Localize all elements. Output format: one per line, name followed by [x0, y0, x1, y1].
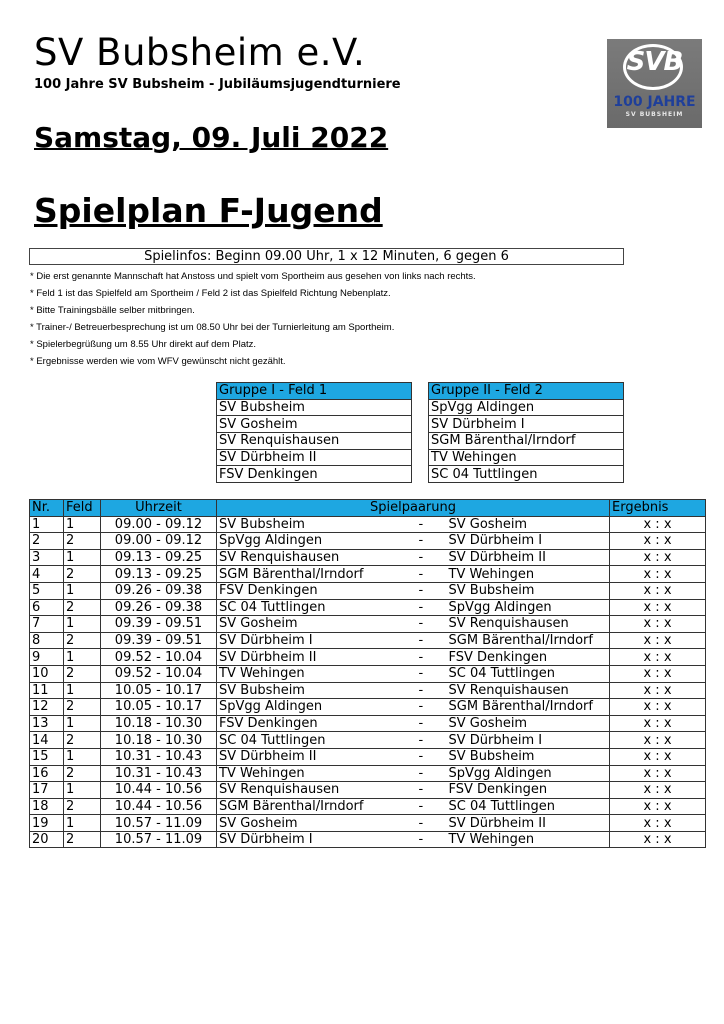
- match-nr: 4: [30, 566, 64, 583]
- match-field: 1: [64, 682, 101, 699]
- table-row: [30, 732, 706, 749]
- group-table-1: [216, 382, 412, 483]
- match-result: x : x: [610, 831, 706, 848]
- table-row: [30, 831, 706, 848]
- match-result: x : x: [610, 732, 706, 749]
- away-team: SV Renquishausen: [448, 682, 569, 698]
- match-result: x : x: [610, 616, 706, 633]
- away-cell: [417, 632, 610, 649]
- note-item: * Trainer-/ Betreuerbesprechung ist um 08.50 Uhr bei der Turnierleitung am Sportheim.: [30, 322, 395, 333]
- match-nr: 9: [30, 649, 64, 666]
- match-time: 10.44 - 10.56: [101, 798, 217, 815]
- match-separator: -: [418, 583, 424, 599]
- table-row: [30, 682, 706, 699]
- match-time: 10.18 - 10.30: [101, 715, 217, 732]
- note-item: * Feld 1 ist das Spielfeld am Sportheim / Feld 2 ist das Spielfeld Richtung Nebenplatz.: [30, 288, 391, 299]
- match-separator: -: [418, 732, 424, 748]
- away-cell: [417, 765, 610, 782]
- match-time: 09.13 - 09.25: [101, 549, 217, 566]
- match-nr: 2: [30, 533, 64, 550]
- match-field: 2: [64, 533, 101, 550]
- col-header-spielpaarung: Spielpaarung: [217, 500, 610, 517]
- match-time: 09.39 - 09.51: [101, 632, 217, 649]
- note-item: * Bitte Trainingsbälle selber mitbringen.: [30, 305, 195, 316]
- away-team: FSV Denkingen: [448, 649, 548, 665]
- table-row: [30, 815, 706, 832]
- home-team: FSV Denkingen: [217, 715, 417, 732]
- match-time: 09.39 - 09.51: [101, 616, 217, 633]
- group-team: SGM Bärenthal/Irndorf: [429, 433, 624, 450]
- match-time: 09.52 - 10.04: [101, 665, 217, 682]
- match-time: 10.57 - 11.09: [101, 815, 217, 832]
- match-time: 10.31 - 10.43: [101, 748, 217, 765]
- match-time: 09.13 - 09.25: [101, 566, 217, 583]
- match-nr: 15: [30, 748, 64, 765]
- match-field: 1: [64, 516, 101, 533]
- group-title: Gruppe I - Feld 1: [217, 383, 412, 400]
- match-nr: 12: [30, 699, 64, 716]
- match-field: 1: [64, 748, 101, 765]
- table-row: [30, 516, 706, 533]
- match-separator: -: [418, 616, 424, 632]
- table-row: [30, 798, 706, 815]
- away-cell: [417, 831, 610, 848]
- match-separator: -: [418, 666, 424, 682]
- match-field: 2: [64, 831, 101, 848]
- event-date: Samstag, 09. Juli 2022: [34, 121, 389, 154]
- away-team: SpVgg Aldingen: [448, 599, 552, 615]
- match-separator: -: [418, 566, 424, 582]
- match-time: 09.26 - 09.38: [101, 599, 217, 616]
- match-separator: -: [418, 798, 424, 814]
- match-separator: -: [418, 682, 424, 698]
- match-separator: -: [418, 749, 424, 765]
- away-cell: [417, 566, 610, 583]
- match-nr: 10: [30, 665, 64, 682]
- match-field: 1: [64, 582, 101, 599]
- match-time: 10.44 - 10.56: [101, 782, 217, 799]
- match-result: x : x: [610, 582, 706, 599]
- table-row: [30, 699, 706, 716]
- home-team: TV Wehingen: [217, 765, 417, 782]
- away-team: FSV Denkingen: [448, 782, 548, 798]
- match-result: x : x: [610, 798, 706, 815]
- match-separator: -: [418, 815, 424, 831]
- group-team: SV Bubsheim: [217, 399, 412, 416]
- match-field: 2: [64, 798, 101, 815]
- match-result: x : x: [610, 748, 706, 765]
- col-header-ergebnis: Ergebnis: [610, 500, 706, 517]
- home-team: SV Renquishausen: [217, 782, 417, 799]
- group-team: SV Renquishausen: [217, 433, 412, 450]
- match-nr: 20: [30, 831, 64, 848]
- match-nr: 13: [30, 715, 64, 732]
- col-header-uhrzeit: Uhrzeit: [101, 500, 217, 517]
- match-result: x : x: [610, 682, 706, 699]
- home-team: SV Dürbheim II: [217, 649, 417, 666]
- table-row: [30, 782, 706, 799]
- away-team: SV Dürbheim II: [448, 550, 546, 566]
- match-result: x : x: [610, 549, 706, 566]
- match-field: 2: [64, 632, 101, 649]
- match-separator: -: [418, 832, 424, 848]
- away-cell: [417, 516, 610, 533]
- match-result: x : x: [610, 699, 706, 716]
- away-team: SC 04 Tuttlingen: [448, 666, 555, 682]
- match-nr: 3: [30, 549, 64, 566]
- away-team: SGM Bärenthal/Irndorf: [448, 633, 593, 649]
- match-separator: -: [418, 716, 424, 732]
- match-nr: 18: [30, 798, 64, 815]
- away-cell: [417, 649, 610, 666]
- away-cell: [417, 599, 610, 616]
- match-nr: 11: [30, 682, 64, 699]
- match-field: 2: [64, 699, 101, 716]
- note-item: * Die erst genannte Mannschaft hat Anstoss und spielt vom Sportheim aus gesehen von links nach rechts.: [30, 271, 476, 282]
- table-row: [30, 665, 706, 682]
- group-team: SV Gosheim: [217, 416, 412, 433]
- away-team: SV Dürbheim II: [448, 815, 546, 831]
- match-nr: 14: [30, 732, 64, 749]
- away-cell: [417, 549, 610, 566]
- match-separator: -: [418, 649, 424, 665]
- subtitle: 100 Jahre SV Bubsheim - Jubiläumsjugendturniere: [34, 77, 401, 92]
- table-row: [30, 549, 706, 566]
- table-row: [30, 582, 706, 599]
- table-row: [30, 616, 706, 633]
- group-team: SC 04 Tuttlingen: [429, 466, 624, 483]
- group-title: Gruppe II - Feld 2: [429, 383, 624, 400]
- match-nr: 5: [30, 582, 64, 599]
- home-team: SGM Bärenthal/Irndorf: [217, 798, 417, 815]
- away-cell: [417, 798, 610, 815]
- away-team: SV Gosheim: [448, 716, 528, 732]
- home-team: FSV Denkingen: [217, 582, 417, 599]
- match-nr: 19: [30, 815, 64, 832]
- match-separator: -: [418, 782, 424, 798]
- home-team: SV Dürbheim II: [217, 748, 417, 765]
- match-nr: 6: [30, 599, 64, 616]
- club-title: SV Bubsheim e.V.: [34, 31, 366, 74]
- match-time: 09.00 - 09.12: [101, 516, 217, 533]
- match-field: 1: [64, 715, 101, 732]
- schedule-header-row: [30, 500, 706, 517]
- away-cell: [417, 533, 610, 550]
- match-separator: -: [418, 765, 424, 781]
- match-separator: -: [418, 599, 424, 615]
- match-field: 2: [64, 665, 101, 682]
- away-cell: [417, 582, 610, 599]
- match-nr: 8: [30, 632, 64, 649]
- group-team: SV Dürbheim II: [217, 449, 412, 466]
- group-team: FSV Denkingen: [217, 466, 412, 483]
- col-header-nr: Nr.: [30, 500, 64, 517]
- match-time: 10.05 - 10.17: [101, 699, 217, 716]
- match-time: 10.18 - 10.30: [101, 732, 217, 749]
- match-field: 1: [64, 549, 101, 566]
- match-result: x : x: [610, 566, 706, 583]
- table-row: [30, 765, 706, 782]
- match-time: 09.52 - 10.04: [101, 649, 217, 666]
- table-row: [30, 715, 706, 732]
- match-separator: -: [418, 533, 424, 549]
- match-nr: 1: [30, 516, 64, 533]
- home-team: SpVgg Aldingen: [217, 699, 417, 716]
- away-cell: [417, 748, 610, 765]
- schedule-table: [29, 499, 706, 848]
- table-row: [30, 599, 706, 616]
- home-team: SV Dürbheim I: [217, 831, 417, 848]
- away-team: SV Gosheim: [448, 516, 528, 532]
- group-team: SV Dürbheim I: [429, 416, 624, 433]
- away-team: SV Bubsheim: [448, 749, 535, 765]
- match-nr: 7: [30, 616, 64, 633]
- table-row: [30, 632, 706, 649]
- away-team: SV Dürbheim I: [448, 533, 543, 549]
- away-team: SpVgg Aldingen: [448, 765, 552, 781]
- group-team: SpVgg Aldingen: [429, 399, 624, 416]
- match-nr: 16: [30, 765, 64, 782]
- match-field: 2: [64, 599, 101, 616]
- match-time: 09.00 - 09.12: [101, 533, 217, 550]
- match-time: 09.26 - 09.38: [101, 582, 217, 599]
- logo-club-name: SV BUBSHEIM: [625, 111, 684, 118]
- game-info-box: Spielinfos: Beginn 09.00 Uhr, 1 x 12 Minuten, 6 gegen 6: [29, 248, 624, 265]
- home-team: TV Wehingen: [217, 665, 417, 682]
- match-separator: -: [418, 699, 424, 715]
- away-cell: [417, 815, 610, 832]
- away-cell: [417, 732, 610, 749]
- away-cell: [417, 616, 610, 633]
- match-time: 10.57 - 11.09: [101, 831, 217, 848]
- group-team: TV Wehingen: [429, 449, 624, 466]
- away-cell: [417, 782, 610, 799]
- away-team: TV Wehingen: [448, 832, 535, 848]
- match-result: x : x: [610, 516, 706, 533]
- away-team: SC 04 Tuttlingen: [448, 798, 555, 814]
- match-field: 1: [64, 815, 101, 832]
- home-team: SV Dürbheim I: [217, 632, 417, 649]
- notes-list: [30, 268, 476, 370]
- match-field: 1: [64, 616, 101, 633]
- home-team: SV Gosheim: [217, 616, 417, 633]
- home-team: SV Bubsheim: [217, 516, 417, 533]
- logo-years: 100 JAHRE: [613, 94, 696, 110]
- away-cell: [417, 682, 610, 699]
- match-result: x : x: [610, 632, 706, 649]
- match-result: x : x: [610, 533, 706, 550]
- match-result: x : x: [610, 715, 706, 732]
- club-logo: [607, 39, 702, 128]
- note-item: * Ergebnisse werden wie vom WFV gewünscht nicht gezählt.: [30, 356, 286, 367]
- away-team: SV Bubsheim: [448, 583, 535, 599]
- away-cell: [417, 715, 610, 732]
- note-item: * Spielerbegrüßung um 8.55 Uhr direkt auf dem Platz.: [30, 339, 257, 350]
- home-team: SV Renquishausen: [217, 549, 417, 566]
- match-time: 10.05 - 10.17: [101, 682, 217, 699]
- table-row: [30, 533, 706, 550]
- match-field: 1: [64, 782, 101, 799]
- match-separator: -: [418, 633, 424, 649]
- match-result: x : x: [610, 782, 706, 799]
- match-result: x : x: [610, 599, 706, 616]
- away-cell: [417, 665, 610, 682]
- home-team: SV Bubsheim: [217, 682, 417, 699]
- match-field: 2: [64, 566, 101, 583]
- match-field: 2: [64, 765, 101, 782]
- table-row: [30, 748, 706, 765]
- match-separator: -: [418, 550, 424, 566]
- table-row: [30, 566, 706, 583]
- table-row: [30, 649, 706, 666]
- away-team: SV Dürbheim I: [448, 732, 543, 748]
- match-nr: 17: [30, 782, 64, 799]
- away-team: TV Wehingen: [448, 566, 535, 582]
- home-team: SGM Bärenthal/Irndorf: [217, 566, 417, 583]
- group-table-2: [428, 382, 624, 483]
- match-result: x : x: [610, 815, 706, 832]
- home-team: SC 04 Tuttlingen: [217, 599, 417, 616]
- away-team: SV Renquishausen: [448, 616, 569, 632]
- away-team: SGM Bärenthal/Irndorf: [448, 699, 593, 715]
- match-result: x : x: [610, 649, 706, 666]
- match-field: 1: [64, 649, 101, 666]
- match-field: 2: [64, 732, 101, 749]
- home-team: SV Gosheim: [217, 815, 417, 832]
- match-separator: -: [418, 516, 424, 532]
- col-header-feld: Feld: [64, 500, 101, 517]
- match-result: x : x: [610, 665, 706, 682]
- match-time: 10.31 - 10.43: [101, 765, 217, 782]
- away-cell: [417, 699, 610, 716]
- home-team: SpVgg Aldingen: [217, 533, 417, 550]
- match-result: x : x: [610, 765, 706, 782]
- logo-monogram: SVB: [626, 47, 683, 77]
- home-team: SC 04 Tuttlingen: [217, 732, 417, 749]
- page-title: Spielplan F-Jugend: [34, 191, 383, 230]
